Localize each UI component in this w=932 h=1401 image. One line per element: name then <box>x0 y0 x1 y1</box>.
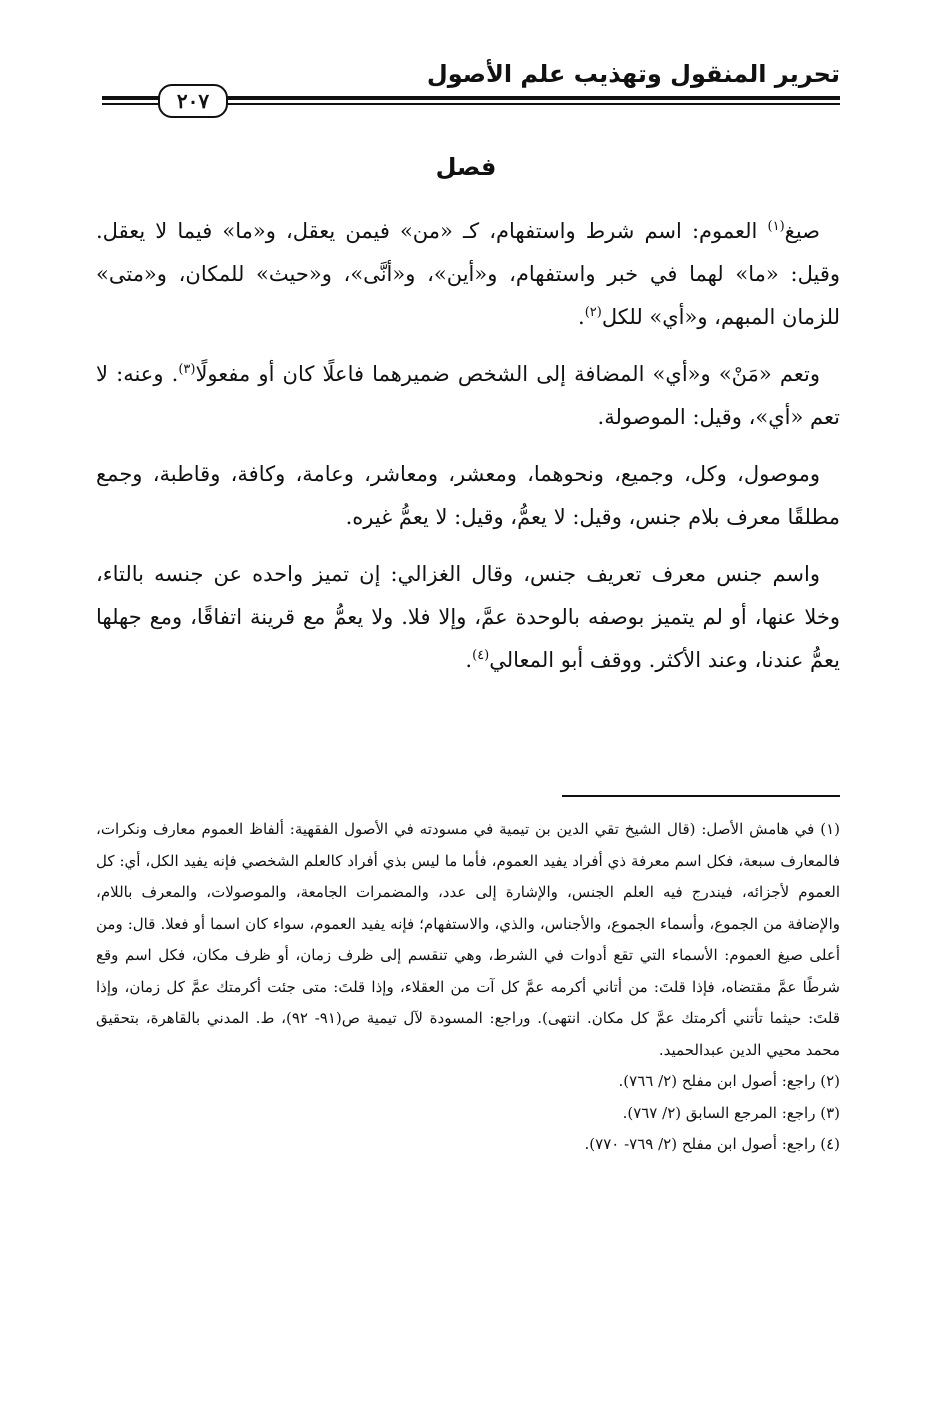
footnote-ref-4: (٤) <box>472 648 490 663</box>
footnote-separator <box>562 795 840 797</box>
footnote-1: (١) في هامش الأصل: (قال الشيخ تقي الدين بن تيمية في مسودته في الأصول الفقهية: ألفاظ العموم معارف ونكرات، فالمعارف سبعة، فكل اسم معرفة ذي أفراد يفيد العموم، فأما ما ليس بذي أفراد كالعلم الشخصي فإنه يفيد الكل، أي: كل العموم لأجزائه، فيندرج فيه العلم الجنس، والإشارة إلى عدد، والمضمرات الجامعة، والموصولات، والمعرف باللام، والإضافة من الجموع، وأسماء الجموع، والأجناس، والذي، والاستفهام؛ فإنه يفيد العموم، سواء كان اسما أو فعلا. قال: ومن أعلى صيغ العموم: الأسماء التي تقع أدوات في الشرط، وهي تنقسم إلى ظرف زمان، أو ظرف مكان، فكل اسم وقع شرطًا عمَّ مقتضاه، فإذا قلتَ: من أتاني أكرمه عمَّ كل آت من العقلاء، وإذا قلتَ: متى جئت أكرمتك عمَّ كل زمان، وإذا قلتَ: حيثما تأتني أكرمتك عمَّ كل مكان. انتهى). وراجع: المسودة لآل تيمية ص(٩١- ٩٢)، ط. المدني بالقاهرة، بتحقيق محمد محيي الدين عبدالحميد. <box>96 820 840 1059</box>
paragraph-1-text-a: صيغ <box>784 219 820 243</box>
footnotes <box>96 814 840 1161</box>
paragraph-1-text-b: العموم: اسم شرط واستفهام، كـ «من» فيمن يعقل، و«ما» فيما لا يعقل. وقيل: «ما» لهما في خبر واستفهام، و«أين»، و«أنَّى»، و«حيث» للمكان، و«متى» للزمان المبهم، و«أي» للكل <box>96 219 840 329</box>
paragraph-3 <box>96 453 840 539</box>
footnote-ref-1: (١) <box>767 219 785 234</box>
paragraph-2-text-a: وتعم «مَنْ» و«أي» المضافة إلى الشخص ضميرهما فاعلًا كان أو مفعولًا <box>195 362 820 386</box>
paragraph-2 <box>96 353 840 439</box>
paragraph-3-text: وموصول، وكل، وجميع، ونحوهما، ومعشر، ومعاشر، وعامة، وكافة، وقاطبة، وجمع مطلقًا معرف بلام جنس، وقيل: لا يعمُّ، وقيل: لا يعمُّ غيره. <box>96 462 840 529</box>
footnote-4: (٤) راجع: أصول ابن مفلح (٢/ ٧٦٩- ٧٧٠). <box>584 1135 840 1153</box>
footnote-3: (٣) راجع: المرجع السابق (٢/ ٧٦٧). <box>622 1103 840 1122</box>
running-title: تحرير المنقول وتهذيب علم الأصول <box>426 60 840 88</box>
paragraph-4 <box>96 553 840 682</box>
main-text <box>96 210 840 696</box>
paragraph-1 <box>96 210 840 339</box>
footnote-2: (٢) راجع: أصول ابن مفلح (٢/ ٧٦٦). <box>618 1072 840 1090</box>
paragraph-4-text-b: . <box>465 648 473 672</box>
page-number: ٢٠٧ <box>158 84 228 118</box>
paragraph-1-text-c: . <box>578 305 585 329</box>
footnote-ref-3: (٣) <box>178 362 196 377</box>
paragraph-2-text-b: . وعنه: لا تعم «أي»، وقيل: الموصولة. <box>96 362 840 429</box>
paragraph-4-text-a: واسم جنس معرف تعريف جنس، وقال الغزالي: إن تميز واحده عن جنسه بالتاء، وخلا عنها، أو لم يتميز بوصفه بالوحدة عمَّ، وإلا فلا. ولا يعمُّ مع قرينة اتفاقًا، ومع جهلها يعمُّ عندنا، وعند الأكثر. ووقف أبو المعالي <box>96 562 840 672</box>
footnote-ref-2: (٢) <box>584 305 602 320</box>
section-title: فصل <box>435 153 497 181</box>
